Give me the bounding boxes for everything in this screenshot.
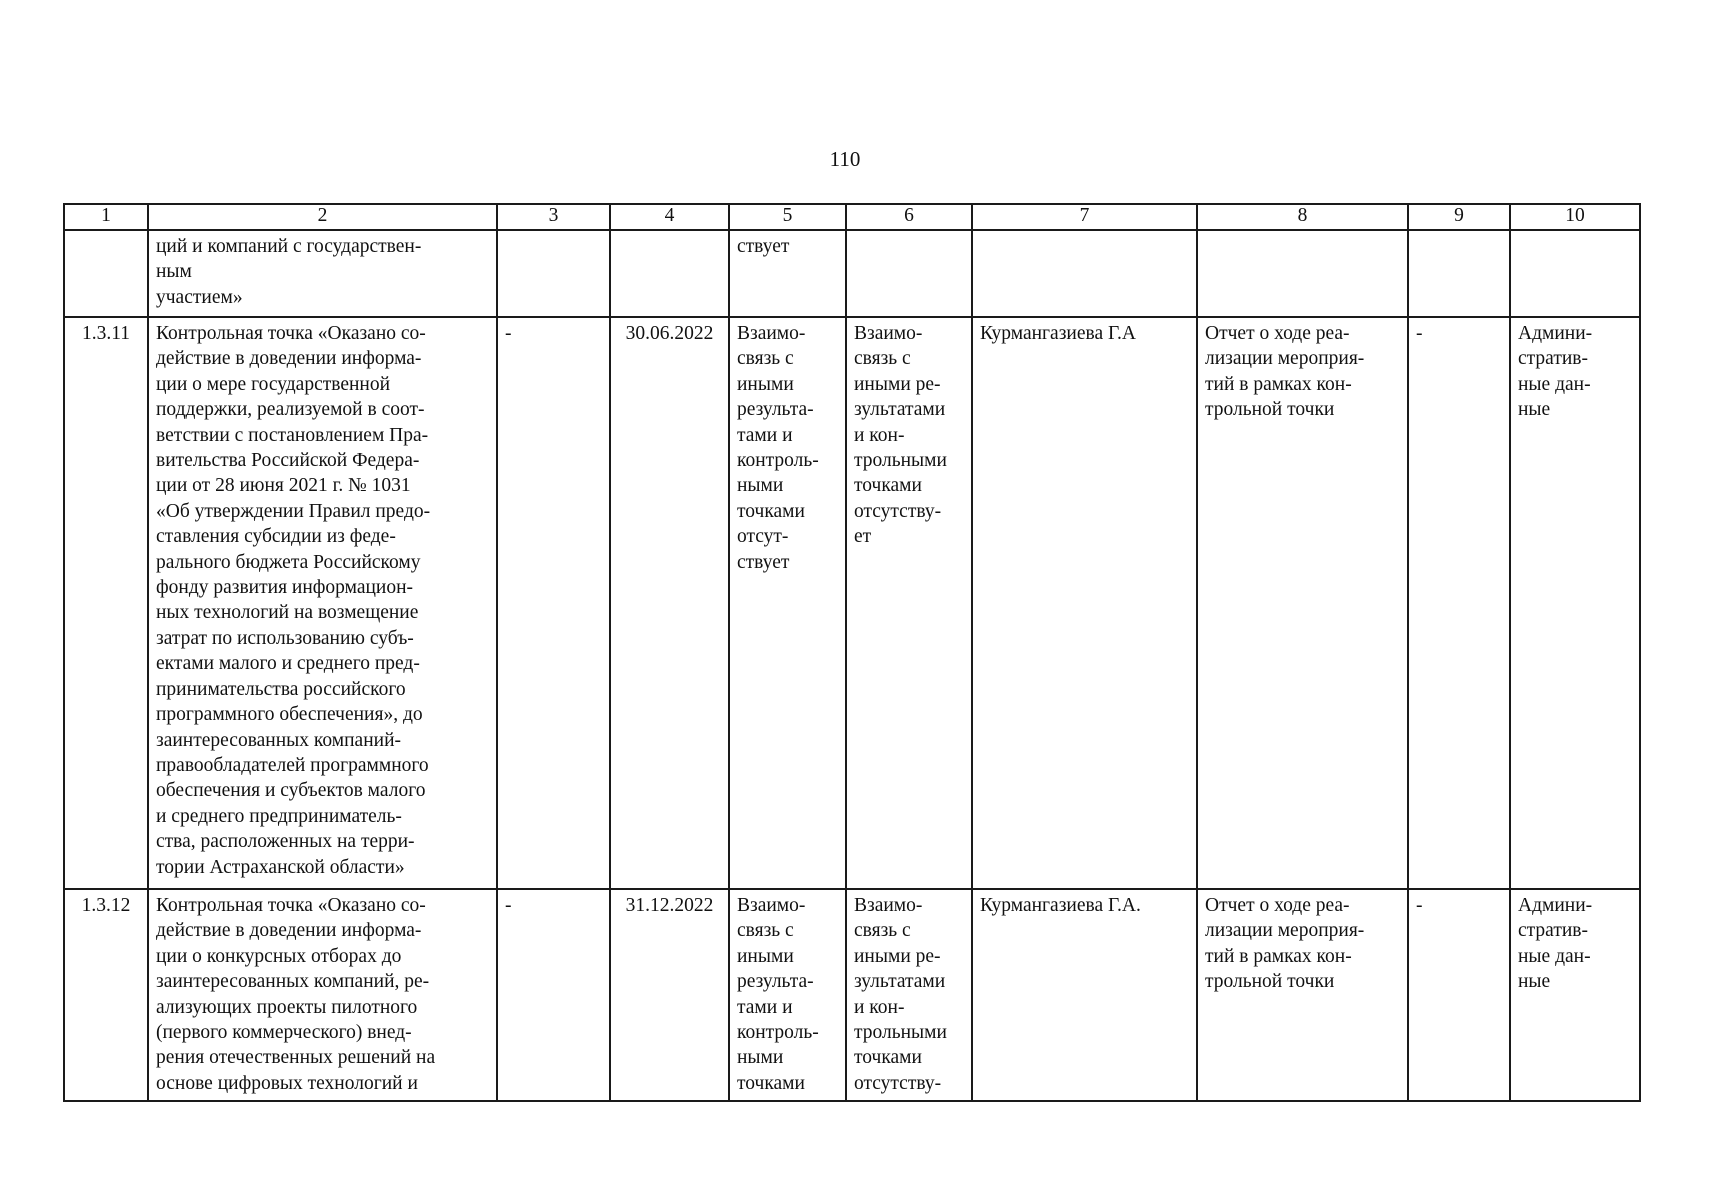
column-header: 1 — [64, 204, 148, 230]
relationship-cell: Взаимо- связь с иными ре- зультатами и кон- трольными точками отсутству- — [846, 889, 972, 1101]
responsible-person: Курмангазиева Г.А. — [972, 889, 1197, 1101]
table-cell — [610, 230, 729, 317]
data-source: Админи- стратив- ные дан- ные — [1510, 889, 1640, 1101]
column-header: 10 — [1510, 204, 1640, 230]
table-cell: - — [1408, 889, 1510, 1101]
table-cell — [64, 230, 148, 317]
plan-table — [63, 203, 1641, 1102]
column-header: 4 — [610, 204, 729, 230]
relationship-cell: Взаимо- связь с иными результа- тами и контроль- ными точками — [729, 889, 846, 1101]
relationship-cell: Взаимо- связь с иными результа- тами и контроль- ными точками отсут- ствует — [729, 317, 846, 889]
table-cell: ствует — [729, 230, 846, 317]
deadline-date: 30.06.2022 — [610, 317, 729, 889]
deadline-date: 31.12.2022 — [610, 889, 729, 1101]
row-number: 1.3.12 — [64, 889, 148, 1101]
page-number: 110 — [829, 147, 861, 171]
table-cell: - — [497, 317, 610, 889]
column-header: 8 — [1197, 204, 1408, 230]
table-cell: ций и компаний с государствен- ным участием» — [148, 230, 497, 317]
table-cell — [846, 230, 972, 317]
table-cell — [1408, 230, 1510, 317]
control-point-description: Контрольная точка «Оказано со- действие в доведении информа- ции о конкурсных отборах до заинтересованных компаний, ре- ализующих проекты пилотного (первого коммерческого) внед- рения отечественных решений на основе цифровых технологий и — [148, 889, 497, 1101]
table-row — [64, 317, 1640, 889]
header-row — [64, 204, 1640, 230]
table-cell — [1197, 230, 1408, 317]
column-header: 9 — [1408, 204, 1510, 230]
relationship-cell: Взаимо- связь с иными ре- зультатами и кон- трольными точками отсутству- ет — [846, 317, 972, 889]
table-cell — [1510, 230, 1640, 317]
table-cell — [972, 230, 1197, 317]
column-header: 6 — [846, 204, 972, 230]
data-source: Админи- стратив- ные дан- ные — [1510, 317, 1640, 889]
row-number: 1.3.11 — [64, 317, 148, 889]
column-header: 7 — [972, 204, 1197, 230]
table-cell: - — [497, 889, 610, 1101]
table-row — [64, 889, 1640, 1101]
report-type: Отчет о ходе реа- лизации мероприя- тий в рамках кон- трольной точки — [1197, 317, 1408, 889]
column-header: 3 — [497, 204, 610, 230]
column-header: 2 — [148, 204, 497, 230]
table-row — [64, 230, 1640, 317]
column-header: 5 — [729, 204, 846, 230]
control-point-description: Контрольная точка «Оказано со- действие в доведении информа- ции о мере государственной поддержки, реализуемой в соот- ветствии с постановлением Пра- вительства Российской Федера- ции от 28 июня 2021 г. № 1031 «Об утверждении Правил предо- ставления субсидии из феде- рального бюджета Российскому фонду развития информацион- ных технологий на возмещение затрат по использованию субъ- ектами малого и среднего пред- принимательства российского программного обеспечения», до заинтересованных компаний- правообладателей программного обеспечения и субъектов малого и среднего предприниматель- ства, расположенных на терри- тории Астраханской области» — [148, 317, 497, 889]
table-cell: - — [1408, 317, 1510, 889]
report-type: Отчет о ходе реа- лизации мероприя- тий в рамках кон- трольной точки — [1197, 889, 1408, 1101]
responsible-person: Курмангазиева Г.А — [972, 317, 1197, 889]
table-cell — [497, 230, 610, 317]
